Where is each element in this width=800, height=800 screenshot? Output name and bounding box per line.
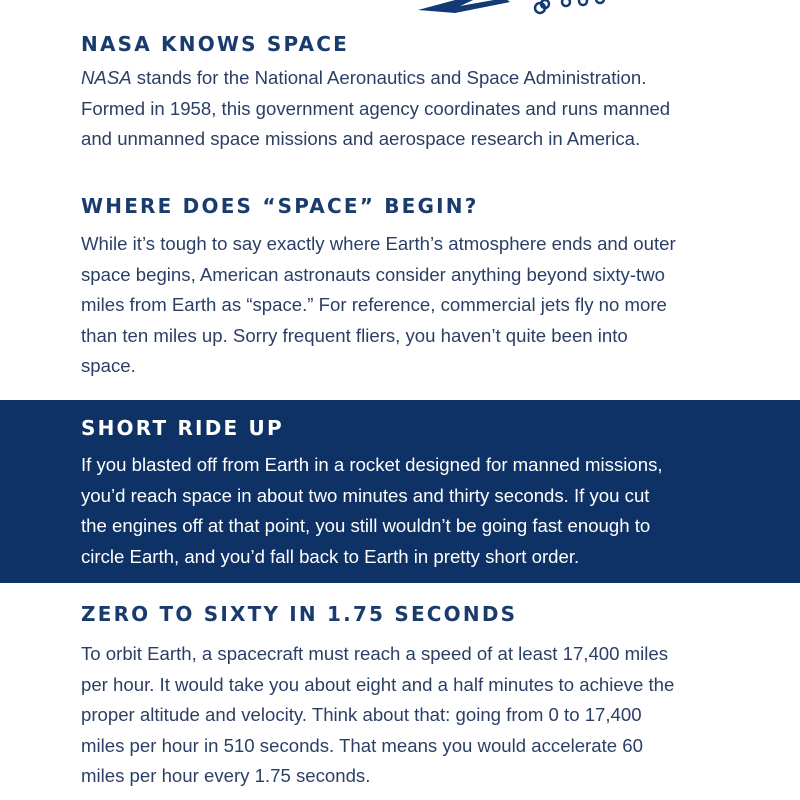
- body-line: per hour. It would take you about eight and a half minutes to achieve the: [81, 673, 675, 695]
- body-line: and unmanned space missions and aerospace research in America.: [81, 128, 641, 149]
- section-heading: ZERO TO SIXTY IN 1.75 SECONDS: [81, 602, 518, 626]
- body-line: proper altitude and velocity. Think about that: going from 0 to 17,400: [81, 704, 642, 725]
- body-line: If you blasted off from Earth in a rocket designed for manned missions,: [81, 454, 663, 475]
- body-line: miles per hour in 510 seconds. That means you would accelerate 60: [81, 734, 643, 756]
- body-line: To orbit Earth, a spacecraft must reach a speed of at least 17,400 miles: [81, 643, 669, 664]
- body-line: you’d reach space in about two minutes and thirty seconds. If you cut: [81, 484, 650, 506]
- body-line: than ten miles up. Sorry frequent fliers, you haven’t quite been into: [81, 324, 628, 346]
- body-line: the engines off at that point, you still wouldn’t be going fast enough to: [81, 515, 651, 536]
- section-where-space-begins: [0, 180, 800, 400]
- section-short-ride-up: [0, 400, 800, 583]
- body-line: While it’s tough to say exactly where Earth’s atmosphere ends and outer: [81, 233, 676, 254]
- body-line: space.: [81, 355, 136, 376]
- body-line: space begins, American astronauts consider anything beyond sixty-two: [81, 263, 665, 285]
- section-body: [81, 450, 663, 572]
- body-line: miles from Earth as “space.” For reference, commercial jets fly no more: [81, 294, 667, 315]
- section-heading: SHORT RIDE UP: [81, 416, 284, 440]
- section-body: [81, 229, 676, 382]
- nasa-term: NASA: [81, 67, 132, 88]
- section-nasa-knows-space: [0, 0, 800, 180]
- body-line: miles per hour every 1.75 seconds.: [81, 765, 371, 786]
- section-body: [81, 639, 674, 792]
- body-line: stands for the National Aeronautics and Space Administration.: [131, 67, 647, 88]
- section-zero-to-sixty: [0, 583, 800, 800]
- body-line: circle Earth, and you’d fall back to Earth in pretty short order.: [81, 545, 580, 567]
- section-heading: WHERE DOES “SPACE” BEGIN?: [81, 194, 479, 218]
- section-heading: NASA KNOWS SPACE: [81, 32, 349, 56]
- section-body: [81, 63, 670, 155]
- body-line: Formed in 1958, this government agency coordinates and runs manned: [81, 97, 671, 119]
